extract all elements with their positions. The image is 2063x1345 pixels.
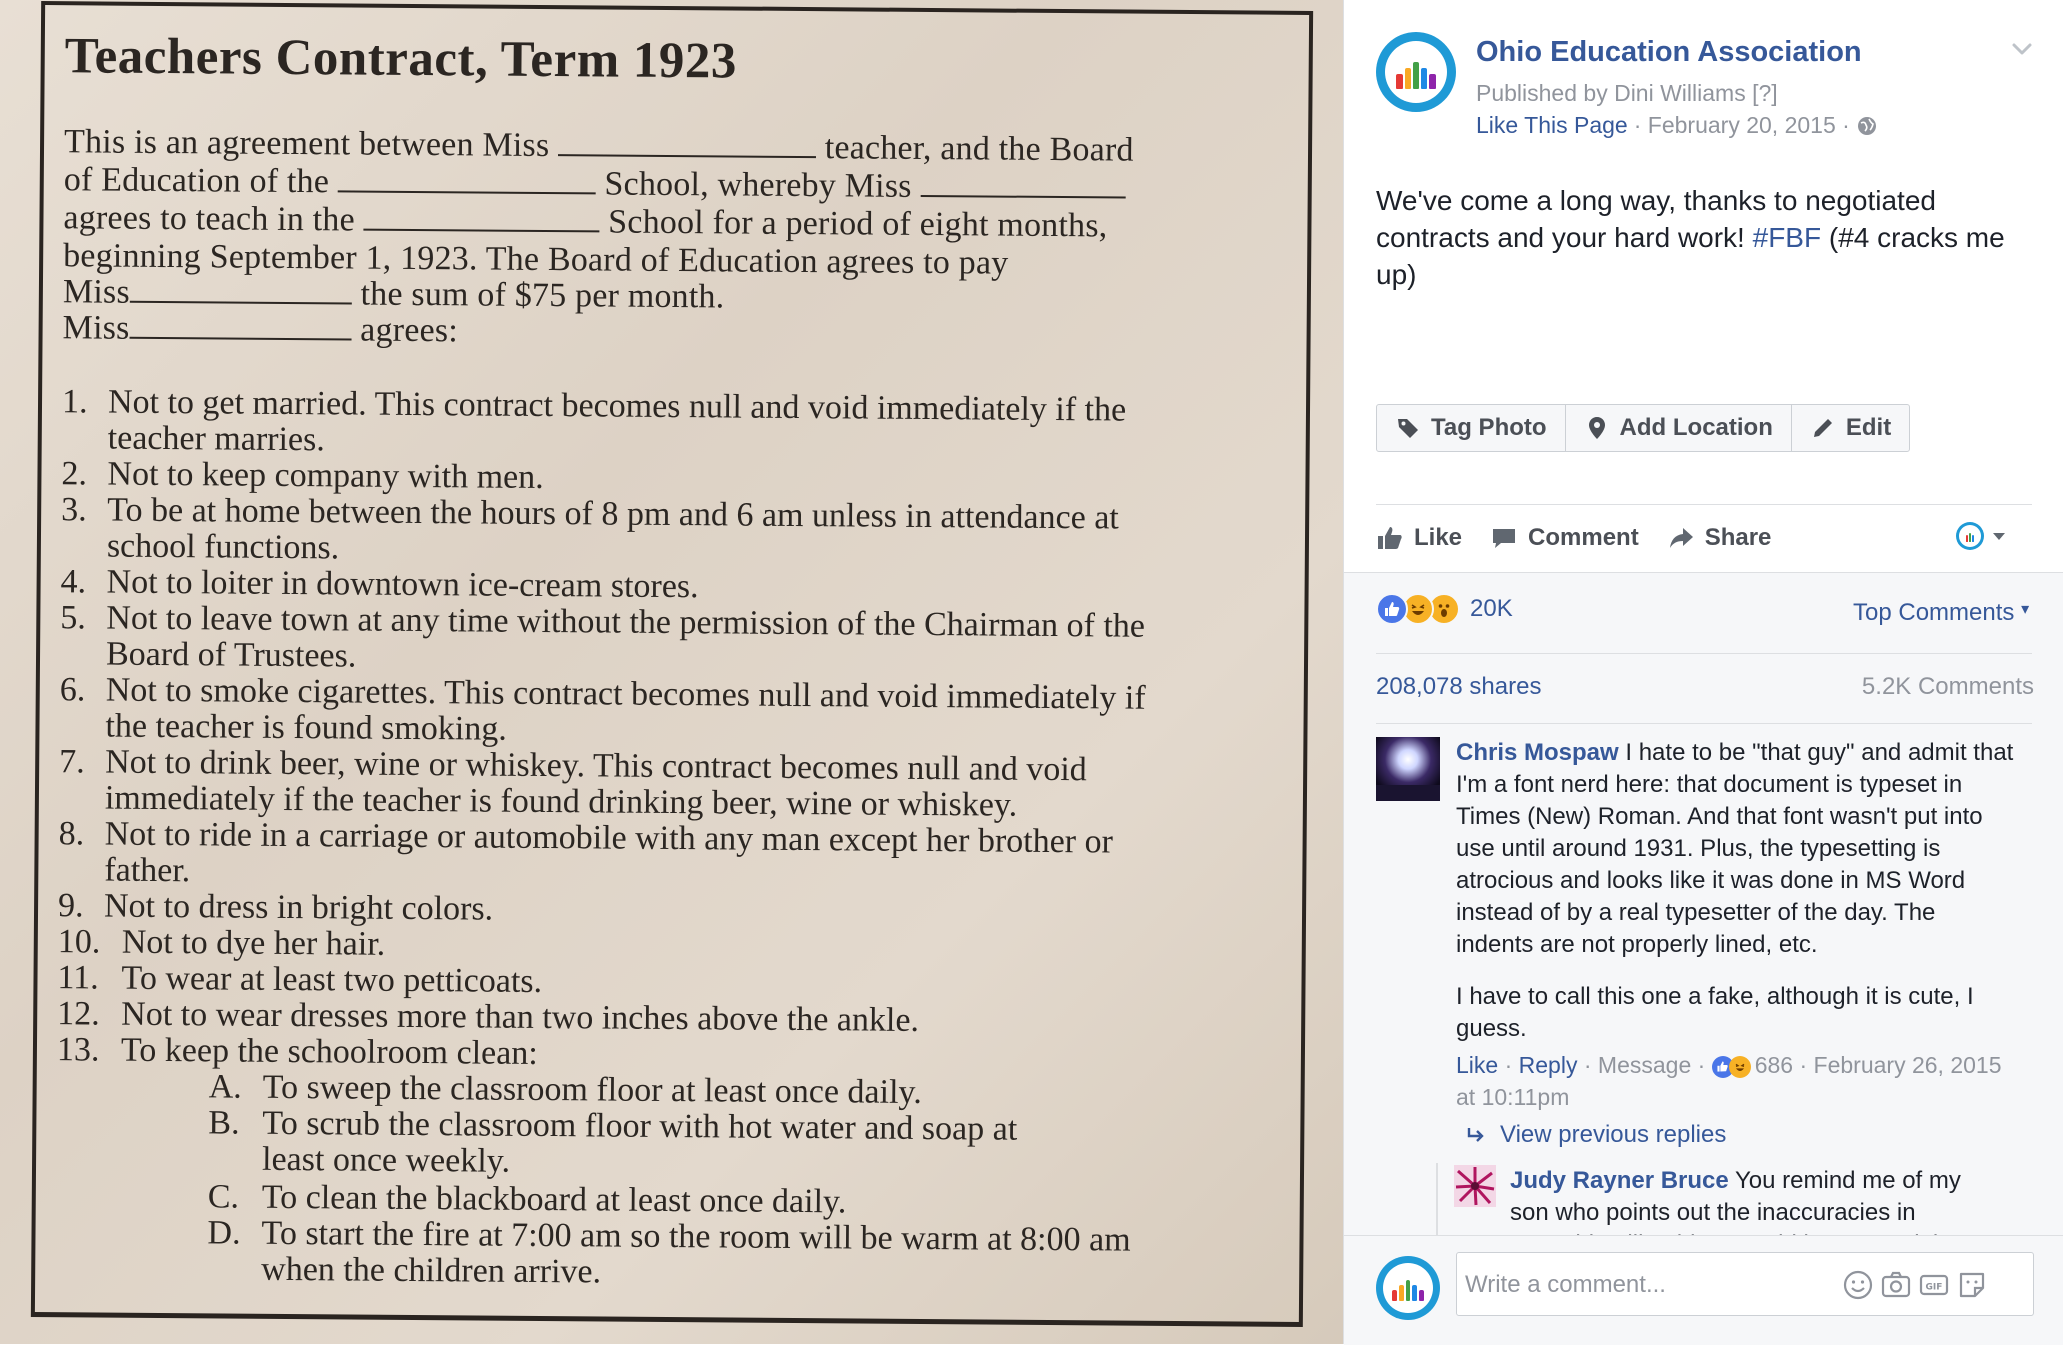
camera-icon[interactable] bbox=[1879, 1268, 1913, 1302]
reply-thread-line bbox=[1436, 1163, 1438, 1235]
comment-sort-dropdown[interactable]: Top Comments ▾ bbox=[1853, 599, 2030, 626]
rule-item-continued: father. bbox=[104, 851, 191, 890]
chevron-down-icon[interactable] bbox=[2007, 34, 2037, 64]
caret-down-icon: ▾ bbox=[2021, 601, 2030, 618]
comment-meta: Like · Reply · Message · 686 · February 26, 2015 at 10:11pm bbox=[1456, 1052, 2002, 1110]
intro-line: beginning September 1, 1923. The Board of Education agrees to pay bbox=[63, 237, 1009, 282]
reaction-count[interactable]: 20K bbox=[1470, 595, 1513, 622]
comment-message-link[interactable]: Message bbox=[1597, 1052, 1692, 1078]
comment-icon bbox=[1490, 524, 1518, 552]
comment-composer bbox=[1344, 1235, 2063, 1345]
rule-item-continued: school functions. bbox=[106, 527, 340, 567]
contract-document bbox=[31, 1, 1313, 1327]
post-meta bbox=[1476, 112, 1878, 139]
comment-input[interactable]: Write a comment... GIF bbox=[1456, 1252, 2034, 1316]
page-avatar-small bbox=[1956, 522, 1984, 550]
subrule-item: B. To scrub the classroom floor with hot water and soap at bbox=[208, 1104, 1018, 1148]
rule-item: 4. Not to loiter in downtown ice-cream stores. bbox=[60, 563, 699, 606]
hashtag-link[interactable]: #FBF bbox=[1752, 222, 1822, 253]
rule-item: 8. Not to ride in a carriage or automobile with any man except her brother or bbox=[58, 815, 1114, 861]
thumbs-up-icon bbox=[1376, 524, 1404, 552]
add-location-button[interactable]: Add Location bbox=[1566, 405, 1792, 451]
reply-author-link[interactable]: Judy Rayner Bruce bbox=[1510, 1167, 1729, 1194]
reply-arrow-icon bbox=[1466, 1125, 1486, 1145]
intro-line: agrees to teach in the School for a period of eight months, bbox=[63, 199, 1108, 245]
comment-text: I hate to be "that guy" and admit that I'm a font nerd here: that document is typeset in Times (New) Roman. And that font wasn't put into use until around 1931. Plus, the typesetting is atrocious and looks like it was done in MS Word instead of by a real typesetter of the day. The indents are not properly lined, etc. bbox=[1456, 739, 2014, 958]
post-text: We've come a long way, thanks to negotiated contracts and your hard work! #FBF (#4 cracks me up) bbox=[1376, 185, 2005, 290]
oea-logo-icon bbox=[1959, 525, 1981, 547]
comment-reactions[interactable] bbox=[1712, 1056, 1751, 1078]
composer-avatar bbox=[1376, 1256, 1440, 1320]
rule-item: 13. To keep the schoolroom clean: bbox=[56, 1031, 538, 1072]
avatar[interactable] bbox=[1376, 737, 1440, 801]
comments-count[interactable]: 5.2K Comments bbox=[1861, 673, 2034, 700]
caret-down-icon bbox=[1990, 527, 2008, 545]
gif-icon[interactable] bbox=[1917, 1268, 1951, 1302]
svg-text:GIF: GIF bbox=[1925, 1282, 1943, 1293]
emoji-icon[interactable] bbox=[1841, 1268, 1875, 1302]
oea-logo-icon bbox=[1383, 1263, 1433, 1313]
rule-item: 6. Not to smoke cigarettes. This contract becomes null and void immediately if bbox=[59, 671, 1146, 717]
view-previous-replies-link[interactable]: View previous replies bbox=[1466, 1121, 1726, 1149]
rule-item-continued: the teacher is found smoking. bbox=[105, 707, 507, 748]
share-arrow-icon bbox=[1667, 524, 1695, 552]
globe-icon bbox=[1856, 115, 1878, 137]
comment-body bbox=[1456, 737, 2016, 1113]
comment-text: I have to call this one a fake, although it is cute, I guess. bbox=[1456, 983, 1974, 1042]
tag-icon bbox=[1395, 415, 1421, 441]
subrule-item: C. To clean the blackboard at least once daily. bbox=[207, 1178, 847, 1221]
rule-item: 11. To wear at least two petticoats. bbox=[57, 959, 543, 1000]
pencil-icon bbox=[1810, 415, 1836, 441]
contract-title: Teachers Contract, Term 1923 bbox=[64, 28, 738, 90]
divider bbox=[1376, 504, 2032, 505]
intro-line: This is an agreement between Miss teacher, and the Board bbox=[63, 123, 1134, 169]
shares-count[interactable]: 208,078 shares bbox=[1376, 673, 1542, 700]
rule-item-continued: immediately if the teacher is found drinking beer, wine or whiskey. bbox=[104, 779, 1018, 824]
rule-item: 2. Not to keep company with men. bbox=[61, 455, 544, 496]
rule-item-continued: Board of Trustees. bbox=[105, 635, 357, 675]
sticker-icon[interactable] bbox=[1955, 1268, 1989, 1302]
comment-reaction-count[interactable]: 686 bbox=[1754, 1052, 1794, 1078]
intro-line: Miss the sum of $75 per month. bbox=[62, 273, 725, 316]
rule-item: 10. Not to dye her hair. bbox=[57, 923, 386, 963]
page-name-link[interactable]: Ohio Education Association bbox=[1476, 36, 1862, 68]
divider bbox=[1376, 653, 2032, 654]
share-button[interactable]: Share bbox=[1667, 524, 1772, 552]
rule-item: 9. Not to dress in bright colors. bbox=[57, 887, 494, 928]
rule-item: 3. To be at home between the hours of 8 pm and 6 am unless in attendance at bbox=[61, 491, 1119, 537]
rule-item: 5. Not to leave town at any time without the permission of the Chairman of the bbox=[60, 599, 1146, 645]
comment-reply-link[interactable]: Reply bbox=[1518, 1052, 1578, 1078]
reply-comment bbox=[1454, 1165, 2014, 1229]
intro-line: Miss agrees: bbox=[62, 309, 459, 350]
comment-author-link[interactable]: Chris Mospaw bbox=[1456, 739, 1619, 766]
rule-item: 7. Not to drink beer, wine or whiskey. This contract becomes null and void bbox=[59, 743, 1087, 789]
intro-line: of Education of the School, whereby Miss bbox=[64, 161, 1126, 207]
tag-photo-button[interactable]: Tag Photo bbox=[1377, 405, 1566, 451]
like-reaction-icon bbox=[1376, 593, 1408, 625]
rule-item: 1. Not to get married. This contract becomes null and void immediately if the bbox=[61, 383, 1127, 429]
reactions-summary[interactable] bbox=[1376, 593, 1513, 625]
subrule-item-continued: least once weekly. bbox=[261, 1140, 511, 1180]
like-button[interactable]: Like bbox=[1376, 524, 1462, 552]
subrule-item-continued: when the children arrive. bbox=[261, 1250, 602, 1291]
comment-like-link[interactable]: Like bbox=[1456, 1052, 1499, 1078]
comment-date[interactable]: February 26, 2015 at 10:11pm bbox=[1456, 1052, 2002, 1110]
post-panel bbox=[1343, 0, 2062, 1344]
page-avatar[interactable] bbox=[1376, 32, 1456, 112]
subrule-item: D. To start the fire at 7:00 am so the room will be warm at 8:00 am bbox=[207, 1214, 1131, 1259]
rule-item-continued: teacher marries. bbox=[107, 419, 325, 459]
comments-section bbox=[1344, 572, 2063, 1344]
like-page-link[interactable]: Like This Page bbox=[1476, 112, 1628, 138]
rule-item: 12. Not to wear dresses more than two inches above the ankle. bbox=[57, 995, 920, 1039]
comment-button[interactable]: Comment bbox=[1490, 524, 1639, 552]
haha-reaction-icon bbox=[1729, 1056, 1751, 1078]
post-action-bar bbox=[1376, 516, 1799, 560]
react-as-selector[interactable] bbox=[1956, 522, 2008, 550]
avatar[interactable] bbox=[1454, 1165, 1496, 1207]
subrule-item: A. To sweep the classroom floor at least once daily. bbox=[208, 1068, 922, 1111]
edit-button[interactable]: Edit bbox=[1792, 405, 1909, 451]
location-pin-icon bbox=[1584, 415, 1610, 441]
post-date[interactable]: · February 20, 2015 · bbox=[1633, 112, 1850, 138]
oea-logo-icon bbox=[1385, 41, 1447, 103]
publisher-label: Published by Dini Williams [?] bbox=[1476, 80, 1778, 106]
reply-text: You remind me of my son who points out the inaccuracies in bbox=[1510, 1167, 1961, 1226]
divider bbox=[1376, 723, 2032, 724]
photo-actions-group bbox=[1376, 404, 1910, 452]
